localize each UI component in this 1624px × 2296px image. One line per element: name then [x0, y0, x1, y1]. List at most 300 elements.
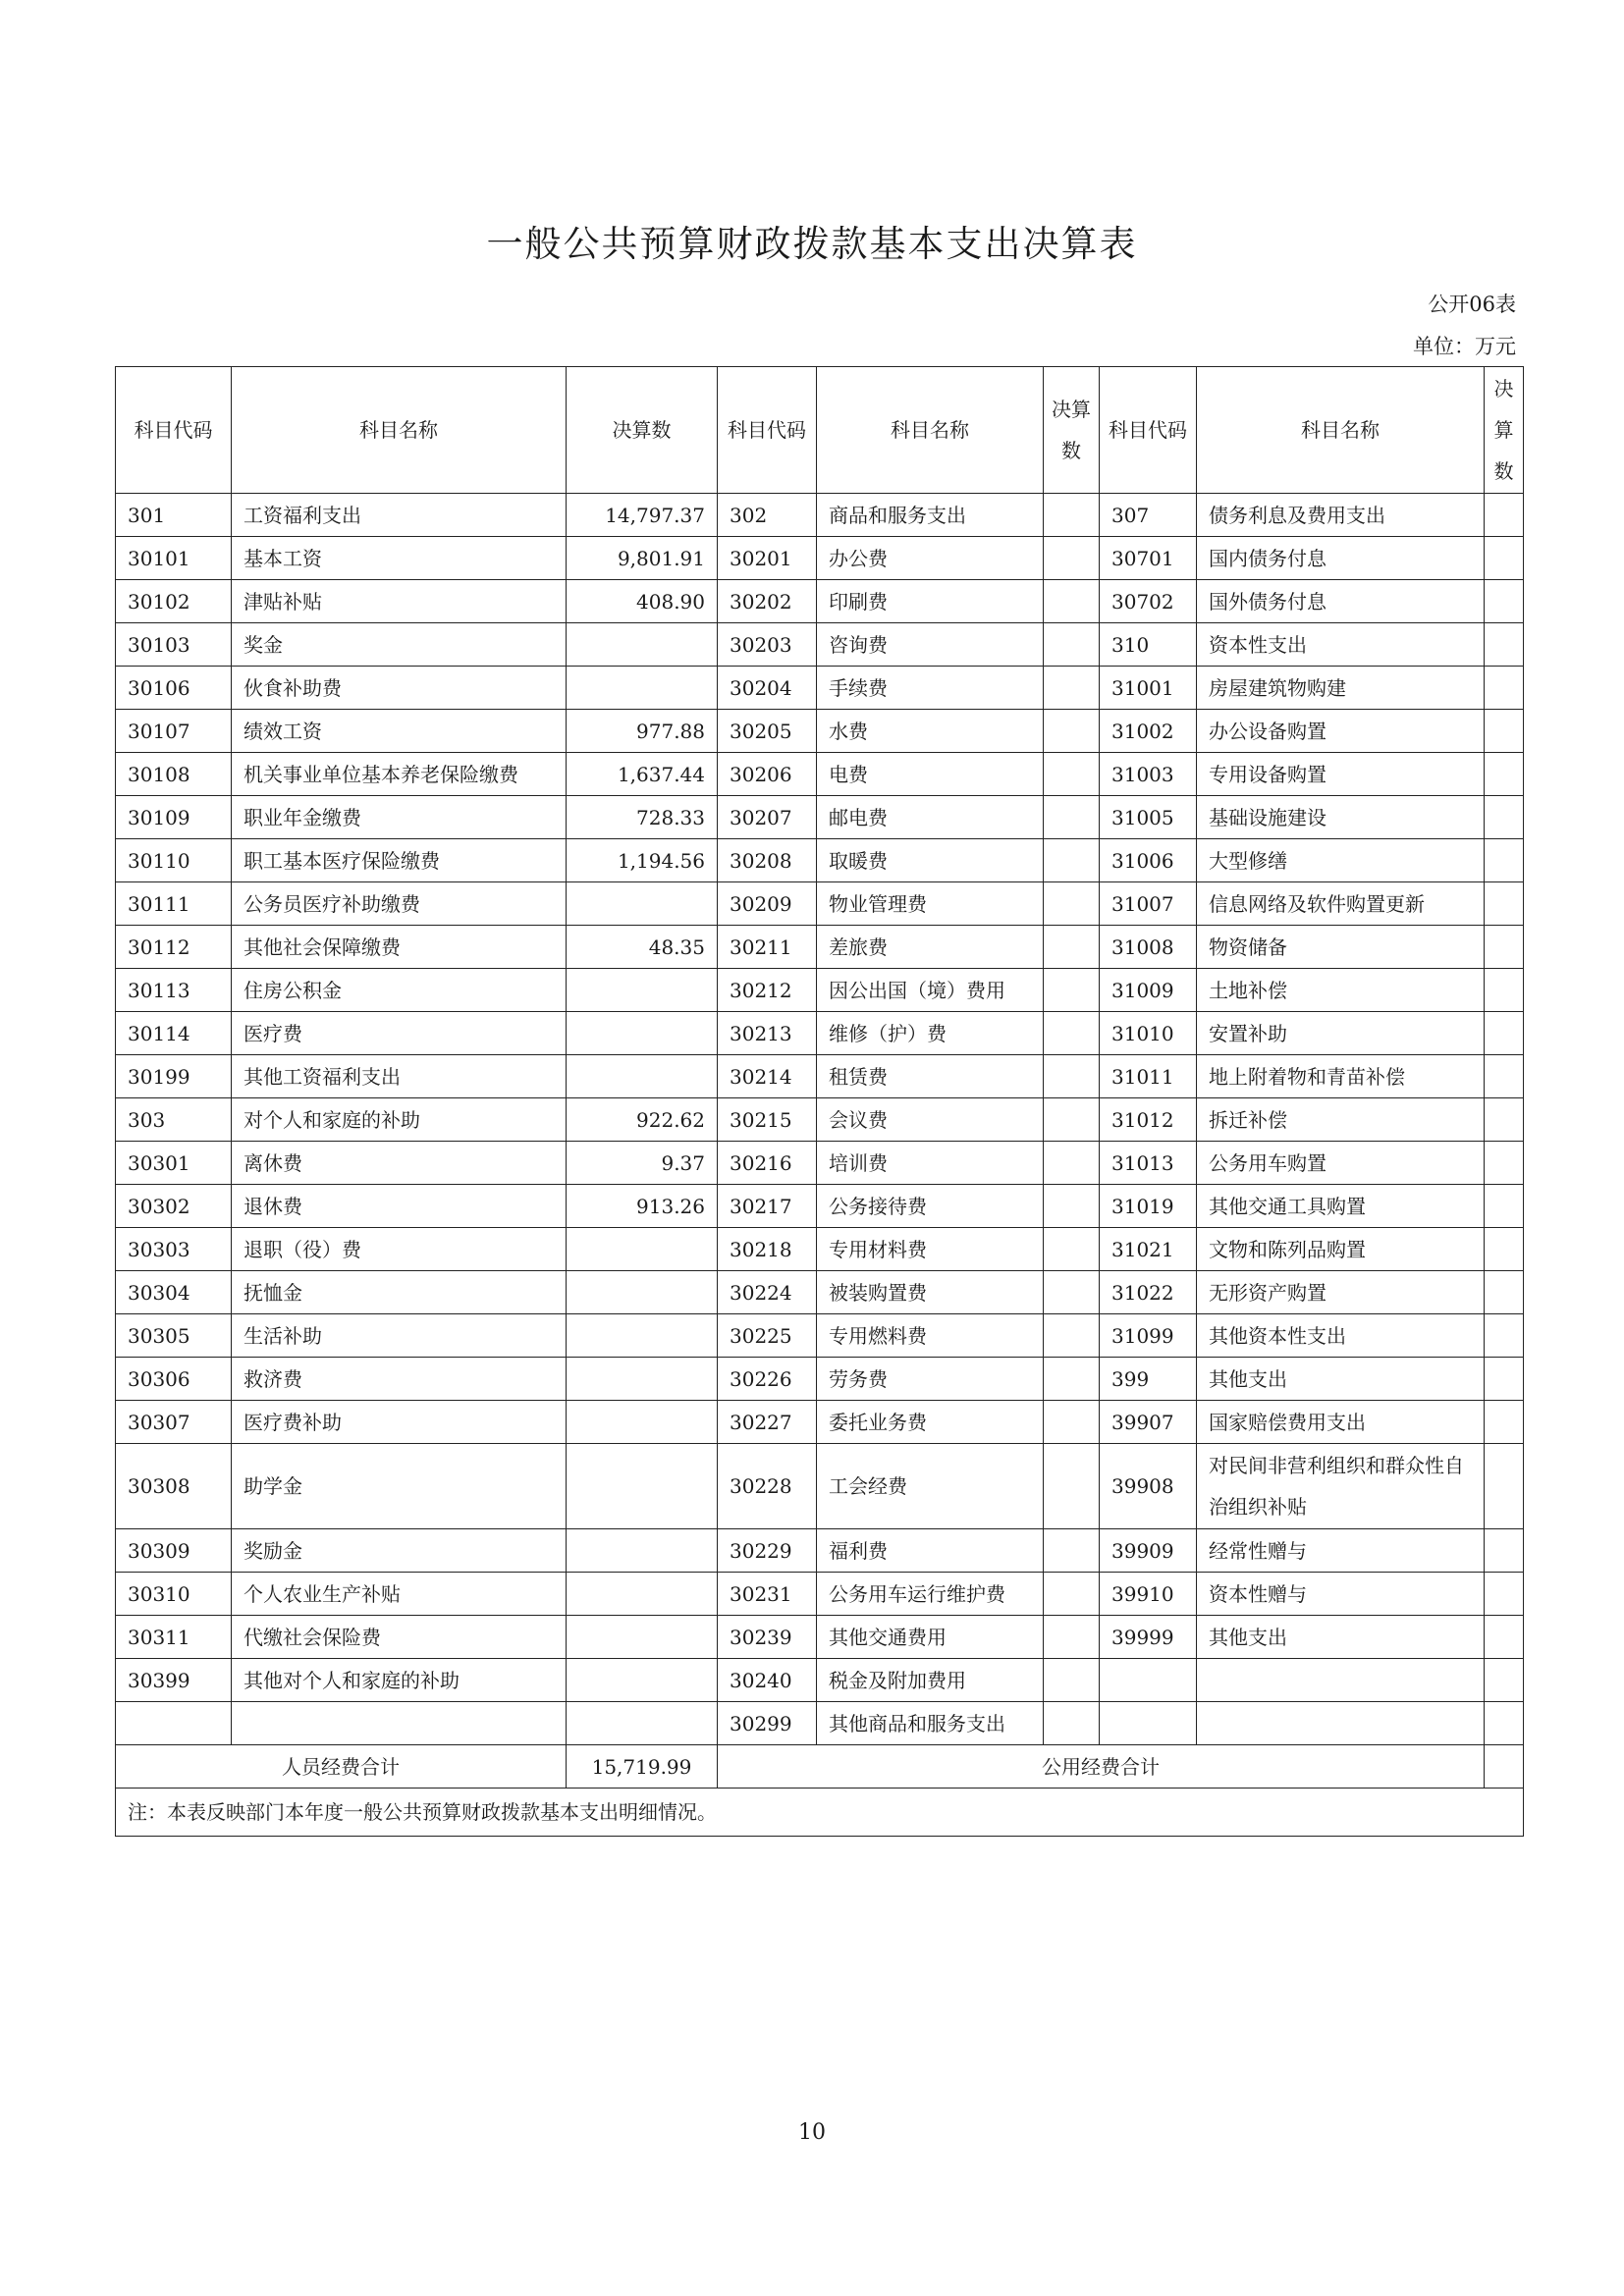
code-cell: 30302	[116, 1185, 232, 1228]
code-cell: 30112	[116, 926, 232, 969]
name-cell: 基础设施建设	[1197, 796, 1485, 839]
amount-cell	[1044, 1228, 1100, 1271]
public-total-label: 公用经费合计	[718, 1745, 1485, 1789]
name-cell: 大型修缮	[1197, 839, 1485, 882]
code-cell: 30307	[116, 1401, 232, 1444]
amount-cell	[1485, 1142, 1524, 1185]
code-cell: 30202	[718, 580, 817, 623]
code-cell: 31022	[1100, 1271, 1197, 1314]
code-cell: 30306	[116, 1358, 232, 1401]
name-cell: 电费	[817, 753, 1044, 796]
amount-cell	[1044, 1659, 1100, 1702]
name-cell: 其他商品和服务支出	[817, 1702, 1044, 1745]
table-row	[116, 1702, 1524, 1745]
name-cell: 助学金	[232, 1444, 567, 1529]
code-cell: 30309	[116, 1529, 232, 1573]
table-row	[116, 882, 1524, 926]
name-cell: 印刷费	[817, 580, 1044, 623]
code-cell: 39908	[1100, 1444, 1197, 1529]
code-cell: 30216	[718, 1142, 817, 1185]
amount-cell: 14,797.37	[567, 494, 718, 537]
code-cell: 30101	[116, 537, 232, 580]
name-cell: 其他资本性支出	[1197, 1314, 1485, 1358]
code-cell: 30308	[116, 1444, 232, 1529]
code-cell: 30310	[116, 1573, 232, 1616]
personnel-total-value: 15,719.99	[567, 1745, 718, 1789]
table-row	[116, 1401, 1524, 1444]
code-cell: 31007	[1100, 882, 1197, 926]
table-row	[116, 1228, 1524, 1271]
code-cell: 30203	[718, 623, 817, 667]
name-cell: 医疗费补助	[232, 1401, 567, 1444]
name-cell: 委托业务费	[817, 1401, 1044, 1444]
code-cell	[116, 1702, 232, 1745]
amount-cell	[1485, 1314, 1524, 1358]
amount-cell: 408.90	[567, 580, 718, 623]
name-cell: 房屋建筑物购建	[1197, 667, 1485, 710]
name-cell: 抚恤金	[232, 1271, 567, 1314]
amount-cell	[567, 623, 718, 667]
name-cell: 物业管理费	[817, 882, 1044, 926]
public-total-value	[1485, 1745, 1524, 1789]
name-cell: 经常性赠与	[1197, 1529, 1485, 1573]
name-cell: 津贴补贴	[232, 580, 567, 623]
name-cell: 绩效工资	[232, 710, 567, 753]
name-cell: 公务接待费	[817, 1185, 1044, 1228]
header-code-1: 科目代码	[116, 367, 232, 494]
name-cell: 公务用车运行维护费	[817, 1573, 1044, 1616]
name-cell: 办公设备购置	[1197, 710, 1485, 753]
name-cell: 培训费	[817, 1142, 1044, 1185]
unit-label: 单位：万元	[1413, 335, 1516, 358]
code-cell: 30311	[116, 1616, 232, 1659]
code-cell: 30102	[116, 580, 232, 623]
page-number: 10	[798, 2120, 826, 2145]
code-cell: 30225	[718, 1314, 817, 1358]
code-cell: 31002	[1100, 710, 1197, 753]
name-cell: 对民间非营利组织和群众性自治组织补贴	[1197, 1444, 1485, 1529]
code-cell: 30301	[116, 1142, 232, 1185]
table-row	[116, 753, 1524, 796]
code-cell: 31003	[1100, 753, 1197, 796]
amount-cell	[567, 969, 718, 1012]
code-cell: 31013	[1100, 1142, 1197, 1185]
code-cell: 30399	[116, 1659, 232, 1702]
amount-cell	[1044, 1098, 1100, 1142]
name-cell: 工会经费	[817, 1444, 1044, 1529]
amount-cell	[1044, 839, 1100, 882]
amount-cell	[1485, 796, 1524, 839]
code-cell: 399	[1100, 1358, 1197, 1401]
code-cell	[1100, 1659, 1197, 1702]
amount-cell	[1485, 1616, 1524, 1659]
header-name-3: 科目名称	[1197, 367, 1485, 494]
code-cell: 30212	[718, 969, 817, 1012]
name-cell: 国内债务付息	[1197, 537, 1485, 580]
amount-cell	[567, 1012, 718, 1055]
code-cell: 30113	[116, 969, 232, 1012]
name-cell: 债务利息及费用支出	[1197, 494, 1485, 537]
name-cell: 职业年金缴费	[232, 796, 567, 839]
code-cell: 30217	[718, 1185, 817, 1228]
code-cell: 30304	[116, 1271, 232, 1314]
code-cell: 30226	[718, 1358, 817, 1401]
code-cell: 30214	[718, 1055, 817, 1098]
code-cell: 30211	[718, 926, 817, 969]
amount-cell	[1485, 1012, 1524, 1055]
name-cell: 基本工资	[232, 537, 567, 580]
name-cell: 代缴社会保险费	[232, 1616, 567, 1659]
name-cell: 无形资产购置	[1197, 1271, 1485, 1314]
amount-cell	[1044, 1616, 1100, 1659]
code-cell: 31001	[1100, 667, 1197, 710]
code-cell: 39907	[1100, 1401, 1197, 1444]
name-cell: 土地补偿	[1197, 969, 1485, 1012]
totals-row	[116, 1745, 1524, 1789]
table-row	[116, 580, 1524, 623]
table-row	[116, 1185, 1524, 1228]
personnel-total-label: 人员经费合计	[116, 1745, 567, 1789]
code-cell: 31021	[1100, 1228, 1197, 1271]
code-cell: 30231	[718, 1573, 817, 1616]
name-cell: 奖金	[232, 623, 567, 667]
table-row	[116, 1444, 1524, 1529]
name-cell: 因公出国（境）费用	[817, 969, 1044, 1012]
amount-cell: 9.37	[567, 1142, 718, 1185]
name-cell: 离休费	[232, 1142, 567, 1185]
code-cell: 30209	[718, 882, 817, 926]
amount-cell	[567, 1616, 718, 1659]
name-cell: 水费	[817, 710, 1044, 753]
amount-cell: 48.35	[567, 926, 718, 969]
amount-cell	[1485, 537, 1524, 580]
table-row	[116, 1573, 1524, 1616]
code-cell: 30239	[718, 1616, 817, 1659]
table-row	[116, 494, 1524, 537]
code-cell: 30206	[718, 753, 817, 796]
amount-cell	[1485, 623, 1524, 667]
amount-cell	[567, 1358, 718, 1401]
code-cell: 30702	[1100, 580, 1197, 623]
header-code-2: 科目代码	[718, 367, 817, 494]
name-cell	[1197, 1702, 1485, 1745]
amount-cell	[1485, 1228, 1524, 1271]
name-cell: 退休费	[232, 1185, 567, 1228]
code-cell: 302	[718, 494, 817, 537]
code-cell: 39910	[1100, 1573, 1197, 1616]
table-row	[116, 1529, 1524, 1573]
name-cell: 专用燃料费	[817, 1314, 1044, 1358]
amount-cell	[1044, 1271, 1100, 1314]
header-row	[116, 367, 1524, 494]
name-cell: 医疗费	[232, 1012, 567, 1055]
header-name-2: 科目名称	[817, 367, 1044, 494]
code-cell: 31005	[1100, 796, 1197, 839]
amount-cell	[1485, 1573, 1524, 1616]
code-cell: 30207	[718, 796, 817, 839]
name-cell: 文物和陈列品购置	[1197, 1228, 1485, 1271]
amount-cell	[1485, 580, 1524, 623]
code-cell: 30199	[116, 1055, 232, 1098]
name-cell: 专用材料费	[817, 1228, 1044, 1271]
name-cell: 资本性支出	[1197, 623, 1485, 667]
name-cell: 其他支出	[1197, 1358, 1485, 1401]
amount-cell	[1044, 710, 1100, 753]
amount-cell	[567, 1529, 718, 1573]
amount-cell	[1485, 1702, 1524, 1745]
amount-cell	[1044, 753, 1100, 796]
name-cell: 其他支出	[1197, 1616, 1485, 1659]
amount-cell	[567, 1401, 718, 1444]
amount-cell	[1485, 494, 1524, 537]
amount-cell	[1485, 1401, 1524, 1444]
code-cell: 31099	[1100, 1314, 1197, 1358]
amount-cell	[1485, 753, 1524, 796]
code-cell: 30303	[116, 1228, 232, 1271]
amount-cell: 728.33	[567, 796, 718, 839]
name-cell: 资本性赠与	[1197, 1573, 1485, 1616]
code-cell: 31019	[1100, 1185, 1197, 1228]
code-cell: 31010	[1100, 1012, 1197, 1055]
code-cell: 30227	[718, 1401, 817, 1444]
amount-cell	[1044, 926, 1100, 969]
code-cell: 30299	[718, 1702, 817, 1745]
amount-cell: 1,637.44	[567, 753, 718, 796]
code-cell: 30103	[116, 623, 232, 667]
code-cell: 30305	[116, 1314, 232, 1358]
code-cell: 30201	[718, 537, 817, 580]
amount-cell	[1044, 537, 1100, 580]
code-cell: 310	[1100, 623, 1197, 667]
table-row	[116, 1314, 1524, 1358]
amount-cell	[1044, 1702, 1100, 1745]
name-cell: 办公费	[817, 537, 1044, 580]
name-cell: 福利费	[817, 1529, 1044, 1573]
amount-cell	[1044, 1529, 1100, 1573]
table-row	[116, 667, 1524, 710]
name-cell: 其他工资福利支出	[232, 1055, 567, 1098]
code-cell: 30109	[116, 796, 232, 839]
name-cell: 退职（役）费	[232, 1228, 567, 1271]
code-cell: 30111	[116, 882, 232, 926]
code-cell: 30106	[116, 667, 232, 710]
amount-cell	[1044, 580, 1100, 623]
amount-cell	[1485, 1358, 1524, 1401]
amount-cell	[567, 1444, 718, 1529]
amount-cell	[1485, 839, 1524, 882]
amount-cell	[1044, 1055, 1100, 1098]
amount-cell	[1485, 1185, 1524, 1228]
amount-cell	[1044, 1142, 1100, 1185]
name-cell: 邮电费	[817, 796, 1044, 839]
name-cell: 其他对个人和家庭的补助	[232, 1659, 567, 1702]
name-cell: 信息网络及软件购置更新	[1197, 882, 1485, 926]
code-cell: 30114	[116, 1012, 232, 1055]
name-cell: 维修（护）费	[817, 1012, 1044, 1055]
header-amount-1: 决算数	[567, 367, 718, 494]
amount-cell	[1485, 710, 1524, 753]
amount-cell	[1044, 969, 1100, 1012]
name-cell: 劳务费	[817, 1358, 1044, 1401]
amount-cell	[1044, 882, 1100, 926]
header-amount-2: 决算数	[1044, 367, 1100, 494]
code-cell: 30224	[718, 1271, 817, 1314]
amount-cell	[1485, 1529, 1524, 1573]
amount-cell	[567, 1702, 718, 1745]
amount-cell	[1044, 1185, 1100, 1228]
name-cell: 被装购置费	[817, 1271, 1044, 1314]
table-row	[116, 926, 1524, 969]
name-cell: 专用设备购置	[1197, 753, 1485, 796]
budget-table	[115, 366, 1524, 1837]
amount-cell	[1044, 1012, 1100, 1055]
code-cell: 31006	[1100, 839, 1197, 882]
amount-cell	[1485, 1098, 1524, 1142]
code-cell: 30204	[718, 667, 817, 710]
code-cell: 39909	[1100, 1529, 1197, 1573]
code-cell: 307	[1100, 494, 1197, 537]
name-cell	[1197, 1659, 1485, 1702]
amount-cell: 977.88	[567, 710, 718, 753]
amount-cell	[567, 1573, 718, 1616]
name-cell: 商品和服务支出	[817, 494, 1044, 537]
name-cell: 其他交通工具购置	[1197, 1185, 1485, 1228]
name-cell: 住房公积金	[232, 969, 567, 1012]
code-cell: 30108	[116, 753, 232, 796]
code-cell: 30218	[718, 1228, 817, 1271]
code-cell: 30229	[718, 1529, 817, 1573]
amount-cell	[567, 1055, 718, 1098]
table-row	[116, 839, 1524, 882]
table-row	[116, 1142, 1524, 1185]
amount-cell	[1485, 1271, 1524, 1314]
name-cell: 职工基本医疗保险缴费	[232, 839, 567, 882]
amount-cell	[1485, 1659, 1524, 1702]
table-row	[116, 537, 1524, 580]
amount-cell	[1044, 667, 1100, 710]
table-row	[116, 1659, 1524, 1702]
name-cell	[232, 1702, 567, 1745]
code-cell: 30205	[718, 710, 817, 753]
amount-cell	[1044, 623, 1100, 667]
table-row	[116, 710, 1524, 753]
amount-cell: 1,194.56	[567, 839, 718, 882]
amount-cell	[1044, 796, 1100, 839]
amount-cell	[1485, 969, 1524, 1012]
table-row	[116, 969, 1524, 1012]
name-cell: 对个人和家庭的补助	[232, 1098, 567, 1142]
code-cell: 30215	[718, 1098, 817, 1142]
name-cell: 会议费	[817, 1098, 1044, 1142]
name-cell: 物资储备	[1197, 926, 1485, 969]
name-cell: 个人农业生产补贴	[232, 1573, 567, 1616]
amount-cell	[567, 1659, 718, 1702]
amount-cell	[1485, 1055, 1524, 1098]
name-cell: 税金及附加费用	[817, 1659, 1044, 1702]
name-cell: 奖励金	[232, 1529, 567, 1573]
code-cell: 301	[116, 494, 232, 537]
code-cell: 31011	[1100, 1055, 1197, 1098]
amount-cell	[1044, 1358, 1100, 1401]
code-cell: 30208	[718, 839, 817, 882]
header-amount-3: 决算数	[1485, 367, 1524, 494]
name-cell: 取暖费	[817, 839, 1044, 882]
name-cell: 生活补助	[232, 1314, 567, 1358]
amount-cell	[567, 1314, 718, 1358]
table-row	[116, 623, 1524, 667]
code-cell: 31008	[1100, 926, 1197, 969]
note-row	[116, 1789, 1524, 1837]
amount-cell: 913.26	[567, 1185, 718, 1228]
name-cell: 公务员医疗补助缴费	[232, 882, 567, 926]
amount-cell	[1485, 926, 1524, 969]
amount-cell	[1044, 1444, 1100, 1529]
name-cell: 地上附着物和青苗补偿	[1197, 1055, 1485, 1098]
table-row	[116, 1616, 1524, 1659]
amount-cell	[567, 1228, 718, 1271]
amount-cell: 9,801.91	[567, 537, 718, 580]
amount-cell	[567, 667, 718, 710]
name-cell: 公务用车购置	[1197, 1142, 1485, 1185]
name-cell: 咨询费	[817, 623, 1044, 667]
name-cell: 其他社会保障缴费	[232, 926, 567, 969]
amount-cell	[1485, 882, 1524, 926]
table-row	[116, 1271, 1524, 1314]
code-cell: 30110	[116, 839, 232, 882]
amount-cell	[1044, 1573, 1100, 1616]
amount-cell	[1044, 1401, 1100, 1444]
name-cell: 其他交通费用	[817, 1616, 1044, 1659]
amount-cell	[567, 1271, 718, 1314]
code-cell	[1100, 1702, 1197, 1745]
code-cell: 31009	[1100, 969, 1197, 1012]
name-cell: 安置补助	[1197, 1012, 1485, 1055]
table-row	[116, 1358, 1524, 1401]
header-code-3: 科目代码	[1100, 367, 1197, 494]
name-cell: 救济费	[232, 1358, 567, 1401]
table-row	[116, 1055, 1524, 1098]
code-cell: 30228	[718, 1444, 817, 1529]
code-cell: 30701	[1100, 537, 1197, 580]
name-cell: 伙食补助费	[232, 667, 567, 710]
amount-cell	[1485, 667, 1524, 710]
name-cell: 拆迁补偿	[1197, 1098, 1485, 1142]
name-cell: 工资福利支出	[232, 494, 567, 537]
name-cell: 国外债务付息	[1197, 580, 1485, 623]
code-cell: 303	[116, 1098, 232, 1142]
amount-cell	[1485, 1444, 1524, 1529]
name-cell: 机关事业单位基本养老保险缴费	[232, 753, 567, 796]
code-cell: 30213	[718, 1012, 817, 1055]
table-row	[116, 1098, 1524, 1142]
table-note: 注：本表反映部门本年度一般公共预算财政拨款基本支出明细情况。	[116, 1789, 1524, 1837]
page-title: 一般公共预算财政拨款基本支出决算表	[486, 223, 1138, 265]
form-number: 公开06表	[1428, 293, 1516, 316]
name-cell: 国家赔偿费用支出	[1197, 1401, 1485, 1444]
name-cell: 租赁费	[817, 1055, 1044, 1098]
code-cell: 39999	[1100, 1616, 1197, 1659]
code-cell: 31012	[1100, 1098, 1197, 1142]
name-cell: 差旅费	[817, 926, 1044, 969]
name-cell: 手续费	[817, 667, 1044, 710]
amount-cell	[1044, 494, 1100, 537]
amount-cell	[567, 882, 718, 926]
header-name-1: 科目名称	[232, 367, 567, 494]
code-cell: 30240	[718, 1659, 817, 1702]
table-row	[116, 1012, 1524, 1055]
code-cell: 30107	[116, 710, 232, 753]
table-row	[116, 796, 1524, 839]
